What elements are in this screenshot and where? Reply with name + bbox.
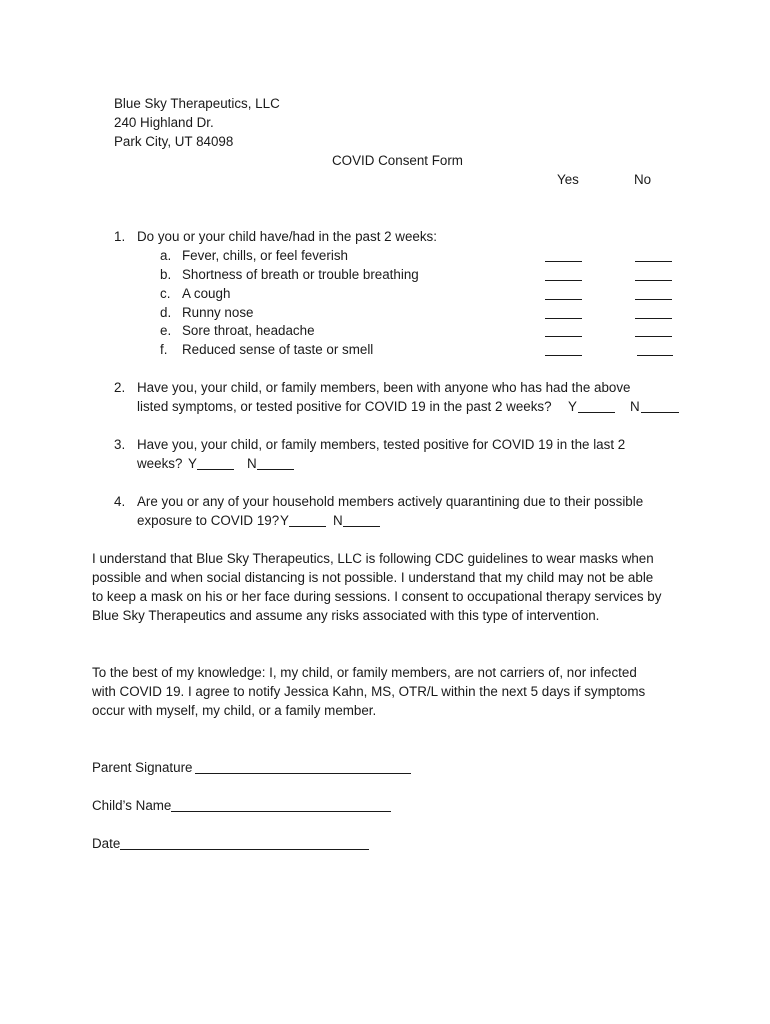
question2-yes-mark: Y (568, 399, 577, 414)
question3-no-blank[interactable] (257, 469, 294, 470)
question4-text-line2: exposure to COVID 19? (137, 513, 280, 528)
symptom-no-blank[interactable] (635, 261, 672, 262)
question4-no-blank[interactable] (343, 526, 380, 527)
column-header-no: No (634, 172, 652, 187)
question3-yes-blank[interactable] (197, 469, 234, 470)
symptom-letter: e. (160, 323, 172, 338)
symptom-letter: f. (160, 342, 168, 357)
question2-text-line1: Have you, your child, or family members, been with anyone who has had the above (137, 380, 631, 395)
symptom-yes-blank[interactable] (545, 299, 582, 300)
symptom-label: Runny nose (182, 305, 254, 320)
parent-signature-blank[interactable] (195, 773, 411, 774)
symptom-letter: d. (160, 305, 172, 320)
question2-yes-blank[interactable] (578, 412, 615, 413)
symptom-letter: c. (160, 286, 171, 301)
symptom-no-blank[interactable] (637, 355, 673, 356)
symptom-label: A cough (182, 286, 231, 301)
question3-no-mark: N (247, 456, 257, 471)
symptom-yes-blank[interactable] (545, 336, 582, 337)
symptom-yes-blank[interactable] (545, 318, 582, 319)
symptom-no-blank[interactable] (635, 299, 672, 300)
symptom-no-blank[interactable] (635, 336, 672, 337)
question4-no-mark: N (333, 513, 343, 528)
question3-yes-mark: Y (188, 456, 197, 471)
company-address-line2: Park City, UT 84098 (114, 134, 234, 149)
date-label: Date (92, 836, 121, 851)
company-name: Blue Sky Therapeutics, LLC (114, 96, 280, 111)
paragraph-line: possible and when social distancing is not possible. I understand that my child may not be able (92, 570, 654, 585)
symptom-letter: b. (160, 267, 172, 282)
question3-text-line1: Have you, your child, or family members, tested positive for COVID 19 in the last 2 (137, 437, 626, 452)
question-number: 1. (114, 229, 126, 244)
symptom-yes-blank[interactable] (545, 280, 582, 281)
column-header-yes: Yes (557, 172, 579, 187)
company-address-line1: 240 Highland Dr. (114, 115, 214, 130)
childs-name-label: Child’s Name (92, 798, 172, 813)
question4-text-line1: Are you or any of your household members actively quarantining due to their possible (137, 494, 644, 509)
question2-no-mark: N (630, 399, 640, 414)
symptom-letter: a. (160, 248, 172, 263)
paragraph-line: to keep a mask on his or her face during sessions. I consent to occupational therapy services by (92, 589, 662, 604)
form-title: COVID Consent Form (332, 153, 463, 168)
paragraph-line: with COVID 19. I agree to notify Jessica Kahn, MS, OTR/L within the next 5 days if symptoms (92, 684, 646, 699)
question2-text-line2: listed symptoms, or tested positive for COVID 19 in the past 2 weeks? (137, 399, 552, 414)
symptom-yes-blank[interactable] (545, 261, 582, 262)
symptom-no-blank[interactable] (635, 280, 672, 281)
paragraph-line: Blue Sky Therapeutics and assume any risks associated with this type of intervention. (92, 608, 600, 623)
question-number: 2. (114, 380, 126, 395)
symptom-yes-blank[interactable] (545, 355, 582, 356)
question4-yes-mark: Y (280, 513, 289, 528)
symptom-no-blank[interactable] (635, 318, 672, 319)
paragraph-line: I understand that Blue Sky Therapeutics, LLC is following CDC guidelines to wear masks when (92, 551, 654, 566)
symptom-label: Reduced sense of taste or smell (182, 342, 374, 357)
childs-name-blank[interactable] (171, 811, 391, 812)
question3-text-line2: weeks? (137, 456, 183, 471)
question2-no-blank[interactable] (641, 412, 679, 413)
question4-yes-blank[interactable] (289, 526, 326, 527)
symptom-label: Fever, chills, or feel feverish (182, 248, 348, 263)
question-number: 4. (114, 494, 126, 509)
symptom-label: Shortness of breath or trouble breathing (182, 267, 419, 282)
symptom-label: Sore throat, headache (182, 323, 315, 338)
parent-signature-label: Parent Signature (92, 760, 193, 775)
question-number: 3. (114, 437, 126, 452)
paragraph-line: occur with myself, my child, or a family member. (92, 703, 377, 718)
paragraph-line: To the best of my knowledge: I, my child, or family members, are not carriers of, nor infected (92, 665, 637, 680)
question1-text: Do you or your child have/had in the past 2 weeks: (137, 229, 437, 244)
date-blank[interactable] (120, 849, 369, 850)
